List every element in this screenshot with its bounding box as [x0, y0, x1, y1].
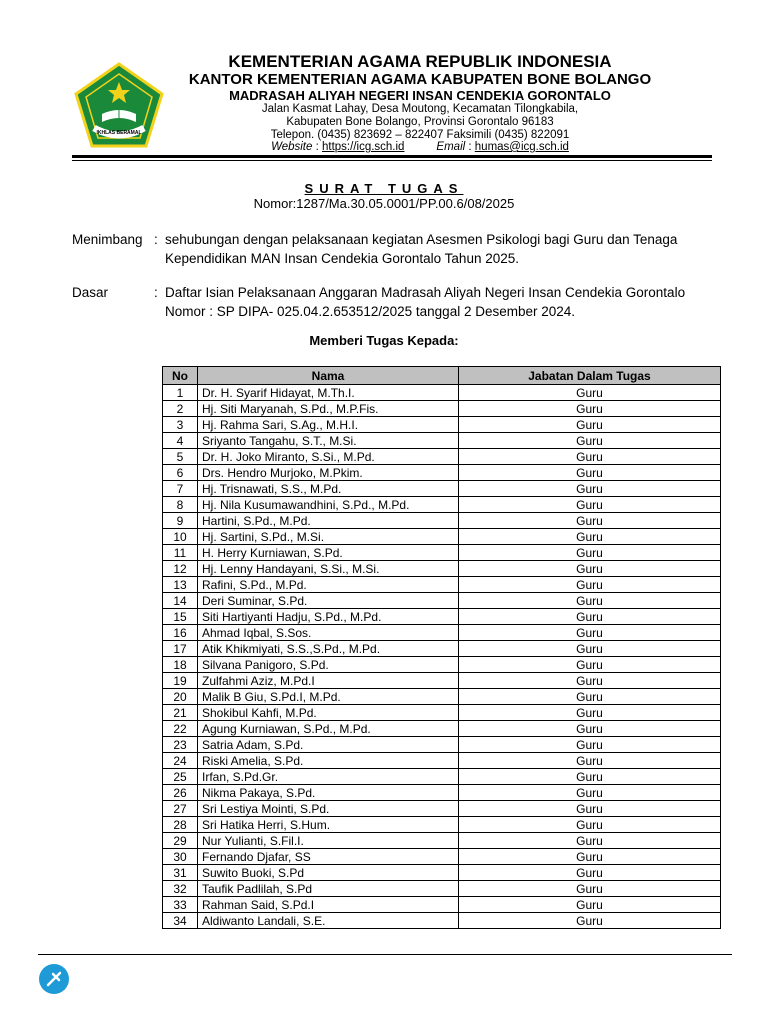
- assignment-table: [162, 366, 721, 929]
- row-number: 9: [163, 513, 198, 529]
- row-number: 34: [163, 913, 198, 929]
- row-number: 8: [163, 497, 198, 513]
- row-name: Malik B Giu, S.Pd.I, M.Pd.: [198, 689, 459, 705]
- table-row: [163, 673, 721, 689]
- row-name: Nikma Pakaya, S.Pd.: [198, 785, 459, 801]
- row-number: 20: [163, 689, 198, 705]
- table-row: [163, 609, 721, 625]
- row-name: Hj. Trisnawati, S.S., M.Pd.: [198, 481, 459, 497]
- table-row: [163, 449, 721, 465]
- website-label: Website: [271, 141, 313, 153]
- row-position: Guru: [459, 465, 721, 481]
- row-name: Silvana Panigoro, S.Pd.: [198, 657, 459, 673]
- row-number: 22: [163, 721, 198, 737]
- row-name: Siti Hartiyanti Hadju, S.Pd., M.Pd.: [198, 609, 459, 625]
- row-name: Hj. Lenny Handayani, S.Si., M.Si.: [198, 561, 459, 577]
- table-row: [163, 833, 721, 849]
- row-number: 27: [163, 801, 198, 817]
- row-position: Guru: [459, 785, 721, 801]
- table-row: [163, 593, 721, 609]
- row-position: Guru: [459, 561, 721, 577]
- row-position: Guru: [459, 897, 721, 913]
- row-position: Guru: [459, 689, 721, 705]
- table-row: [163, 785, 721, 801]
- table-row: [163, 705, 721, 721]
- row-name: Sri Hatika Herri, S.Hum.: [198, 817, 459, 833]
- row-position: Guru: [459, 865, 721, 881]
- row-number: 10: [163, 529, 198, 545]
- table-row: [163, 881, 721, 897]
- table-row: [163, 897, 721, 913]
- row-number: 24: [163, 753, 198, 769]
- row-name: Hartini, S.Pd., M.Pd.: [198, 513, 459, 529]
- document-number: Nomor:1287/Ma.30.05.0001/PP.00.6/08/2025: [253, 196, 515, 211]
- row-name: Rahman Said, S.Pd.I: [198, 897, 459, 913]
- row-position: Guru: [459, 497, 721, 513]
- table-row: [163, 481, 721, 497]
- table-row: [163, 865, 721, 881]
- table-row: [163, 657, 721, 673]
- header-rule-thick: [72, 155, 712, 158]
- row-position: Guru: [459, 641, 721, 657]
- row-position: Guru: [459, 753, 721, 769]
- row-position: Guru: [459, 705, 721, 721]
- table-row: [163, 737, 721, 753]
- header-rule-thin: [72, 160, 712, 161]
- table-row: [163, 625, 721, 641]
- email-label: Email: [436, 141, 466, 153]
- table-row: [163, 817, 721, 833]
- row-name: Hj. Sartini, S.Pd., M.Si.: [198, 529, 459, 545]
- row-number: 17: [163, 641, 198, 657]
- contact-line: Website : https://icg.sch.id Email : humas@icg.sch.id: [271, 141, 569, 153]
- table-row: [163, 849, 721, 865]
- header-office: KANTOR KEMENTERIAN AGAMA KABUPATEN BONE BOLANGO: [188, 71, 652, 88]
- dasar-text: Daftar Isian Pelaksanaan Anggaran Madrasah Aliyah Negeri Insan Cendekia Gorontalo Nomor : SP DIPA- 025.04.2.653512/2025 tanggal 2 Desember 2024.: [165, 285, 686, 319]
- row-position: Guru: [459, 577, 721, 593]
- table-row: [163, 913, 721, 929]
- row-position: Guru: [459, 401, 721, 417]
- row-number: 33: [163, 897, 198, 913]
- table-row: [163, 545, 721, 561]
- row-number: 32: [163, 881, 198, 897]
- table-row: [163, 401, 721, 417]
- table-row: [163, 497, 721, 513]
- row-name: Satria Adam, S.Pd.: [198, 737, 459, 753]
- table-row: [163, 513, 721, 529]
- row-position: Guru: [459, 833, 721, 849]
- row-name: Shokibul Kahfi, M.Pd.: [198, 705, 459, 721]
- email-link[interactable]: humas@icg.sch.id: [474, 141, 569, 153]
- row-position: Guru: [459, 721, 721, 737]
- row-name: Sriyanto Tangahu, S.T., M.Si.: [198, 433, 459, 449]
- row-name: Rafini, S.Pd., M.Pd.: [198, 577, 459, 593]
- row-number: 14: [163, 593, 198, 609]
- row-number: 28: [163, 817, 198, 833]
- row-position: Guru: [459, 609, 721, 625]
- row-name: Drs. Hendro Murjoko, M.Pkim.: [198, 465, 459, 481]
- table-row: [163, 385, 721, 401]
- website-link[interactable]: https://icg.sch.id: [322, 141, 405, 153]
- row-number: 19: [163, 673, 198, 689]
- address-line-1: Jalan Kasmat Lahay, Desa Moutong, Kecamatan Tilongkabila,: [261, 103, 579, 115]
- scribd-icon: [38, 963, 70, 995]
- header-school: MADRASAH ALIYAH NEGERI INSAN CENDEKIA GORONTALO: [229, 88, 611, 103]
- row-position: Guru: [459, 625, 721, 641]
- row-position: Guru: [459, 881, 721, 897]
- row-name: Hj. Rahma Sari, S.Ag., M.H.I.: [198, 417, 459, 433]
- row-position: Guru: [459, 849, 721, 865]
- table-row: [163, 753, 721, 769]
- row-number: 25: [163, 769, 198, 785]
- table-header-row: [163, 367, 721, 385]
- row-name: Hj. Siti Maryanah, S.Pd., M.P.Fis.: [198, 401, 459, 417]
- table-row: [163, 433, 721, 449]
- address-line-2: Kabupaten Bone Bolango, Provinsi Gorontalo 96183: [286, 116, 554, 128]
- row-position: Guru: [459, 529, 721, 545]
- row-position: Guru: [459, 657, 721, 673]
- ministry-logo-icon: [72, 62, 166, 150]
- row-position: Guru: [459, 449, 721, 465]
- row-position: Guru: [459, 817, 721, 833]
- row-position: Guru: [459, 545, 721, 561]
- row-name: Taufik Padlilah, S.Pd: [198, 881, 459, 897]
- row-name: Ahmad Iqbal, S.Sos.: [198, 625, 459, 641]
- row-name: Aldiwanto Landali, S.E.: [198, 913, 459, 929]
- row-name: Dr. H. Syarif Hidayat, M.Th.I.: [198, 385, 459, 401]
- row-name: Dr. H. Joko Miranto, S.Si., M.Pd.: [198, 449, 459, 465]
- table-row: [163, 721, 721, 737]
- row-name: Hj. Nila Kusumawandhini, S.Pd., M.Pd.: [198, 497, 459, 513]
- table-row: [163, 417, 721, 433]
- row-number: 26: [163, 785, 198, 801]
- row-position: Guru: [459, 673, 721, 689]
- footer-rule: [38, 954, 732, 955]
- column-header-no: No: [163, 367, 198, 385]
- row-number: 23: [163, 737, 198, 753]
- phone-fax-line: Telepon. (0435) 823692 – 822407 Faksimili (0435) 822091: [270, 129, 570, 141]
- row-position: Guru: [459, 481, 721, 497]
- row-position: Guru: [459, 513, 721, 529]
- row-name: Deri Suminar, S.Pd.: [198, 593, 459, 609]
- row-name: Zulfahmi Aziz, M.Pd.I: [198, 673, 459, 689]
- row-name: Sri Lestiya Mointi, S.Pd.: [198, 801, 459, 817]
- row-name: Atik Khikmiyati, S.S.,S.Pd., M.Pd.: [198, 641, 459, 657]
- row-position: Guru: [459, 801, 721, 817]
- table-row: [163, 801, 721, 817]
- row-number: 3: [163, 417, 198, 433]
- row-number: 2: [163, 401, 198, 417]
- row-name: Nur Yulianti, S.Fil.I.: [198, 833, 459, 849]
- table-row: [163, 465, 721, 481]
- column-header-jabatan: Jabatan Dalam Tugas: [459, 367, 721, 385]
- row-number: 31: [163, 865, 198, 881]
- dasar-colon: :: [154, 285, 158, 300]
- row-number: 21: [163, 705, 198, 721]
- row-name: H. Herry Kurniawan, S.Pd.: [198, 545, 459, 561]
- row-number: 1: [163, 385, 198, 401]
- row-number: 6: [163, 465, 198, 481]
- row-position: Guru: [459, 417, 721, 433]
- row-number: 29: [163, 833, 198, 849]
- row-position: Guru: [459, 737, 721, 753]
- table-row: [163, 641, 721, 657]
- row-number: 7: [163, 481, 198, 497]
- row-number: 12: [163, 561, 198, 577]
- row-name: Fernando Djafar, SS: [198, 849, 459, 865]
- table-row: [163, 529, 721, 545]
- table-row: [163, 689, 721, 705]
- row-position: Guru: [459, 769, 721, 785]
- menimbang-colon: :: [154, 232, 158, 247]
- table-row: [163, 577, 721, 593]
- row-name: Riski Amelia, S.Pd.: [198, 753, 459, 769]
- table-row: [163, 769, 721, 785]
- row-position: Guru: [459, 433, 721, 449]
- row-number: 4: [163, 433, 198, 449]
- row-name: Suwito Buoki, S.Pd: [198, 865, 459, 881]
- column-header-nama: Nama: [198, 367, 459, 385]
- row-number: 16: [163, 625, 198, 641]
- svg-text:IKHLAS BERAMAL: IKHLAS BERAMAL: [96, 130, 142, 136]
- row-name: Irfan, S.Pd.Gr.: [198, 769, 459, 785]
- row-number: 11: [163, 545, 198, 561]
- row-name: Agung Kurniawan, S.Pd., M.Pd.: [198, 721, 459, 737]
- row-number: 15: [163, 609, 198, 625]
- row-position: Guru: [459, 385, 721, 401]
- menimbang-label: Menimbang: [72, 232, 143, 247]
- row-number: 5: [163, 449, 198, 465]
- table-row: [163, 561, 721, 577]
- row-number: 18: [163, 657, 198, 673]
- menimbang-text: sehubungan dengan pelaksanaan kegiatan Asesmen Psikologi bagi Guru dan Tenaga Kependidikan MAN Insan Cendekia Gorontalo Tahun 2025.: [165, 232, 678, 266]
- assignment-heading: Memberi Tugas Kepada:: [309, 333, 459, 348]
- row-position: Guru: [459, 913, 721, 929]
- row-number: 13: [163, 577, 198, 593]
- row-position: Guru: [459, 593, 721, 609]
- dasar-label: Dasar: [72, 285, 109, 300]
- row-number: 30: [163, 849, 198, 865]
- document-title: SURAT TUGAS: [304, 181, 464, 196]
- header-ministry: KEMENTERIAN AGAMA REPUBLIK INDONESIA: [228, 52, 612, 71]
